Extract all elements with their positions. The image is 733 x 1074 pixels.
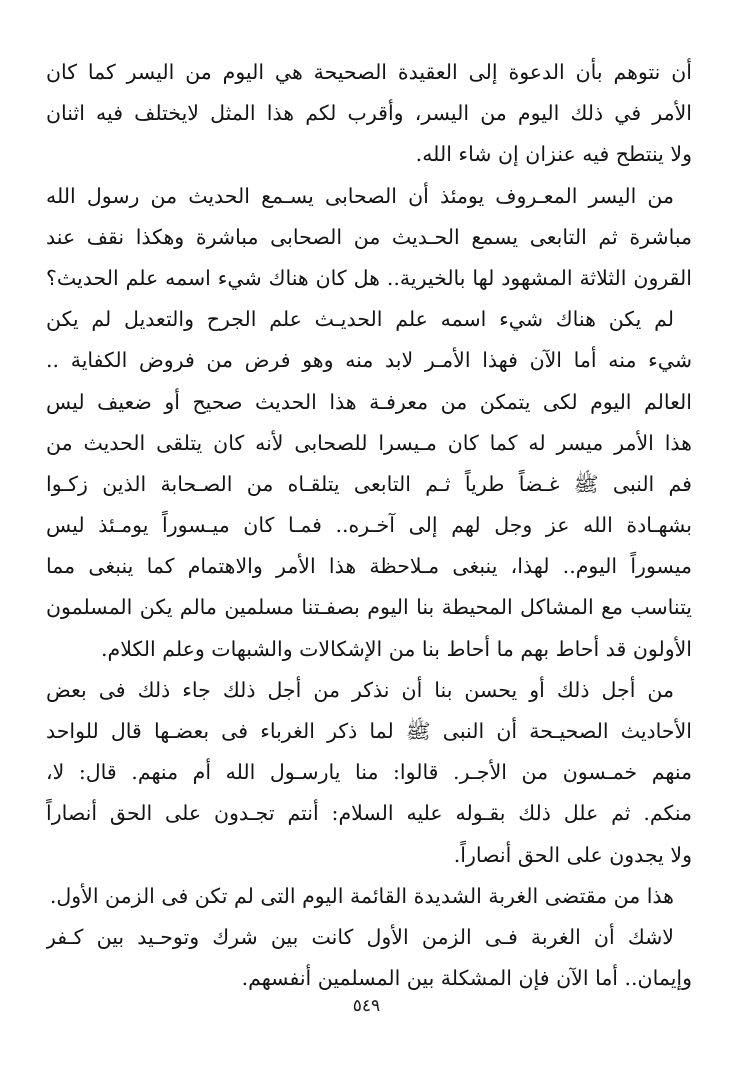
text-line: أن نتوهم بأن الدعوة إلى العقيدة الصحيحة هي اليوم من اليسر كما كان xyxy=(46,60,692,84)
text-line: الأولون قد أحاط بهم ما أحاط بنا من الإشكالات والشبهات وعلم الكلام. xyxy=(100,636,692,661)
text-line: مباشرة ثم التابعى يسمع الحـديث من الصحابى مباشرة وهكذا نقف عند xyxy=(46,224,692,249)
text-line: من اليسر المعـروف يومئذ أن الصحابى يسـمع الحديث من رسول الله xyxy=(46,183,674,208)
text-line: العالم اليوم لكى يتمكن من معرفـة هذا الحديث صحيح أو ضعيف ليس xyxy=(46,389,692,414)
text-line: ميسوراً اليوم.. لهذا، ينبغى مـلاحظة هذا الأمر والاهتمام كما ينبغى مما xyxy=(46,554,692,579)
text-line: لم يكن هناك شيء اسمه علم الحديـث علم الجرح والتعديل لم يكن xyxy=(46,307,674,332)
text-line: فم النبى ﷺ غـضاً طرياً ثـم التابعى يتلقـاه من الصـحابة الذين زكـوا xyxy=(46,471,692,496)
page-number: ٥٤٩ xyxy=(352,996,381,1016)
text-line: القرون الثلاثة المشهود لها بالخيرية.. هل كان هناك شيء اسمه علم الحديث؟ xyxy=(46,265,692,290)
body-text xyxy=(46,52,692,999)
text-line: الأحاديث الصحيـحة أن النبى ﷺ لما ذكر الغرباء فى بعضـها قال للواحد xyxy=(46,719,692,743)
text-line: منهم خمـسون من الأجـر. قالوا: منا يارسـول الله أم منهم. قال: لا، xyxy=(46,760,692,785)
text-line: من أجل ذلك أو يحسن بنا أن نذكر من أجل ذلك جاء ذلك فى بعض xyxy=(46,677,674,702)
text-line: شيء منه أما الآن فهذا الأمـر لابد منه وهو فرض من فروض الكفاية .. xyxy=(46,348,692,373)
text-line: هذا الأمر ميسر له كما كان مـيسرا للصحابى لأنه كان يتلقى الحديث من xyxy=(46,430,692,455)
text-line: وإيمان.. أما الآن فإن المشكلة بين المسلمين أنفسهم. xyxy=(241,966,692,991)
text-line: الأمر في ذلك اليوم من اليسر، وأقرب لكم هذا المثل لايختلف فيه اثنان xyxy=(46,101,692,126)
text-line: ولا ينتطح فيه عنزان إن شاء الله. xyxy=(415,142,692,167)
text-line: هذا من مقتضى الغربة الشديدة القائمة اليوم التى لم تكن فى الزمن الأول. xyxy=(49,883,674,908)
text-line: يتناسب مع المشاكل المحيطة بنا اليوم بصفـتنا مسلمين مالم يكن المسلمون xyxy=(46,595,692,620)
text-line: بشهـادة الله عز وجل لهم إلى آخـره.. فمـا كان ميـسوراً يومـئذ ليس xyxy=(46,513,692,538)
text-line: ولا يجدون على الحق أنصاراً. xyxy=(453,842,692,867)
text-line: لاشك أن الغربة فـى الزمن الأول كانت بين شرك وتوحـيد بين كـفر xyxy=(46,924,674,949)
text-line: منكم. ثم علل ذلك بقـوله عليه السلام: أنتم تجـدون على الحق أنصاراً xyxy=(46,801,692,826)
